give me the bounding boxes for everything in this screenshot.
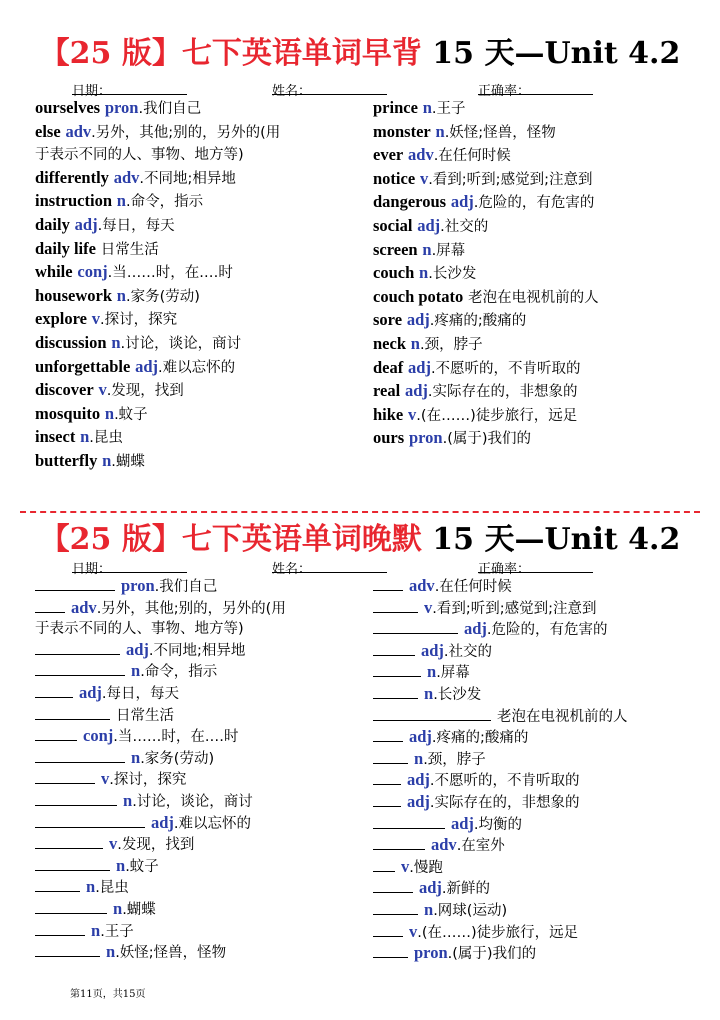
answer-blank[interactable] xyxy=(373,878,413,893)
dictation-row xyxy=(373,835,703,857)
answer-blank[interactable] xyxy=(35,877,80,892)
part-of-speech: conj xyxy=(77,262,108,282)
morning-right-column xyxy=(373,97,703,451)
evening-left-column xyxy=(35,576,355,964)
vocab-row xyxy=(373,168,703,192)
dictation-row xyxy=(35,640,355,662)
name-line[interactable] xyxy=(272,80,387,95)
dictation-row xyxy=(373,684,703,706)
dictation-row xyxy=(35,598,355,620)
dictation-row xyxy=(35,942,355,964)
dictation-row xyxy=(373,749,703,771)
vocab-word: instruction xyxy=(35,191,113,211)
vocab-word: dangerous xyxy=(373,192,447,212)
vocab-row xyxy=(35,308,355,332)
dictation-row xyxy=(373,619,703,641)
answer-blank[interactable] xyxy=(373,835,425,850)
dictation-row xyxy=(35,877,355,899)
vocab-meaning: .家务(劳动) xyxy=(140,750,215,767)
part-of-speech: adj xyxy=(151,812,174,832)
vocab-meaning: .在任何时候 xyxy=(434,579,512,595)
vocab-row xyxy=(373,121,703,145)
answer-blank[interactable] xyxy=(35,769,95,784)
vocab-word: mosquito xyxy=(35,403,101,423)
answer-blank[interactable] xyxy=(373,598,418,613)
answer-blank[interactable] xyxy=(373,684,418,699)
vocab-word: couch xyxy=(373,263,415,283)
part-of-speech: adj xyxy=(408,357,431,377)
answer-blank[interactable] xyxy=(35,598,65,613)
part-of-speech: n xyxy=(424,899,434,919)
accuracy-label: 正确率： xyxy=(478,562,531,577)
vocab-meaning: .危险的，有危害的 xyxy=(473,195,595,212)
dictation-row xyxy=(373,792,703,814)
vocab-meaning: .颈，脖子 xyxy=(419,336,483,353)
vocab-word: ourselves xyxy=(35,98,101,117)
dictation-row xyxy=(373,814,703,836)
vocab-meaning: .我们自己 xyxy=(154,579,218,595)
accuracy-line[interactable] xyxy=(478,80,593,95)
vocab-row xyxy=(35,261,355,285)
part-of-speech: pron xyxy=(121,576,155,595)
name-label: 姓名： xyxy=(272,84,312,99)
part-of-speech: pron xyxy=(408,428,443,448)
vocab-word: sore xyxy=(373,310,403,330)
vocab-meaning: .长沙发 xyxy=(433,686,482,703)
vocab-row xyxy=(373,309,703,333)
answer-blank[interactable] xyxy=(35,921,85,936)
vocab-meaning: .昆虫 xyxy=(89,430,123,447)
answer-blank[interactable] xyxy=(35,942,100,957)
answer-blank[interactable] xyxy=(373,770,401,785)
part-of-speech: n xyxy=(427,662,437,682)
vocab-meaning: .在室外 xyxy=(456,838,505,855)
part-of-speech: adv xyxy=(408,145,434,165)
part-of-speech: n xyxy=(91,920,101,940)
name-label: 姓名： xyxy=(272,562,312,577)
vocab-word: couch potato xyxy=(373,286,464,306)
part-of-speech: n xyxy=(435,121,445,141)
vocab-meaning: 老泡在电视机前的人 xyxy=(497,708,628,725)
part-of-speech: adj xyxy=(451,813,474,833)
part-of-speech: n xyxy=(111,332,121,352)
part-of-speech: adv xyxy=(113,167,140,187)
part-of-speech: v xyxy=(109,834,118,854)
dictation-row xyxy=(35,748,355,770)
morning-title xyxy=(0,28,720,72)
vocab-word: ours xyxy=(373,428,405,448)
answer-blank[interactable] xyxy=(35,661,125,676)
dictation-row xyxy=(373,598,703,620)
answer-blank[interactable] xyxy=(35,640,120,655)
vocab-meaning: .王子 xyxy=(100,923,134,940)
dictation-row xyxy=(373,878,703,900)
answer-blank[interactable] xyxy=(35,813,145,828)
vocab-meaning: .均衡的 xyxy=(473,816,523,833)
vocab-row xyxy=(373,215,703,239)
vocab-word: social xyxy=(373,215,413,235)
answer-blank[interactable] xyxy=(35,899,107,914)
vocab-meaning: .网球(运动) xyxy=(433,902,508,919)
vocab-meaning: .发现，找到 xyxy=(117,837,195,854)
part-of-speech: n xyxy=(116,191,126,211)
dictation-row xyxy=(35,661,355,683)
vocab-word: prince xyxy=(373,98,418,117)
vocab-meaning: 老泡在电视机前的人 xyxy=(468,289,599,306)
vocab-meaning: .妖怪;怪兽，怪物 xyxy=(115,945,227,962)
answer-blank[interactable] xyxy=(35,834,103,849)
part-of-speech: adv xyxy=(431,835,457,855)
part-of-speech: n xyxy=(116,855,126,875)
vocab-word: ever xyxy=(373,145,404,165)
answer-blank[interactable] xyxy=(373,857,395,872)
answer-blank[interactable] xyxy=(373,814,445,829)
vocab-meaning: .社交的 xyxy=(440,218,489,235)
vocab-meaning: .当……时，在.…时 xyxy=(113,729,239,746)
part-of-speech: adj xyxy=(407,791,430,811)
vocab-meaning: 于表示不同的人、事物、地方等) xyxy=(35,621,244,638)
accuracy-label: 正确率： xyxy=(478,84,531,99)
answer-blank[interactable] xyxy=(373,792,401,807)
dictation-row xyxy=(35,705,355,727)
vocab-meaning: .家务(劳动) xyxy=(125,288,200,305)
vocab-row xyxy=(35,356,355,380)
part-of-speech: pron xyxy=(104,98,139,117)
part-of-speech: n xyxy=(86,877,96,897)
vocab-word: butterfly xyxy=(35,450,98,470)
vocab-row xyxy=(373,262,703,286)
vocab-meaning: .讨论，谈论，商讨 xyxy=(120,335,242,352)
title-suffix: 15 天—Unit 4.2 xyxy=(421,36,681,71)
vocab-word: else xyxy=(35,121,61,141)
evening-right-column xyxy=(373,576,703,965)
vocab-meaning: .(在……)徒步旅行，远足 xyxy=(417,924,579,941)
dictation-row xyxy=(35,899,355,921)
part-of-speech: adj xyxy=(135,356,159,376)
part-of-speech: adv xyxy=(409,576,435,595)
part-of-speech: n xyxy=(419,263,429,283)
part-of-speech: adj xyxy=(409,727,432,747)
dictation-row xyxy=(373,943,703,965)
answer-blank[interactable] xyxy=(35,856,110,871)
vocab-row xyxy=(35,214,355,238)
vocab-meaning: .难以忘怀的 xyxy=(158,359,236,376)
vocab-meaning: .蝴蝶 xyxy=(122,901,156,918)
part-of-speech: n xyxy=(104,403,115,423)
vocab-meaning: .(在……)徒步旅行，远足 xyxy=(416,407,578,424)
vocab-meaning: .长沙发 xyxy=(428,266,477,283)
vocab-row xyxy=(373,144,703,168)
answer-blank[interactable] xyxy=(373,641,415,656)
answer-blank[interactable] xyxy=(373,576,403,591)
vocab-row xyxy=(373,333,703,357)
vocab-row xyxy=(35,144,355,167)
vocab-word: discover xyxy=(35,380,94,400)
vocab-meaning: .新鲜的 xyxy=(441,881,491,898)
part-of-speech: v xyxy=(401,856,410,876)
answer-blank[interactable] xyxy=(35,705,110,720)
dictation-row xyxy=(35,619,355,640)
vocab-meaning: .看到;听到;感觉到;注意到 xyxy=(432,600,597,617)
vocab-meaning: .另外，其他;别的，另外的(用 xyxy=(91,124,281,141)
part-of-speech: v xyxy=(91,309,100,329)
title-highlight: 早背 xyxy=(361,36,422,71)
evening-title xyxy=(0,514,720,558)
vocab-row xyxy=(373,191,703,215)
vocab-meaning: .昆虫 xyxy=(95,880,129,897)
vocab-row xyxy=(373,286,703,310)
part-of-speech: n xyxy=(113,898,123,918)
answer-blank[interactable] xyxy=(373,619,458,634)
vocab-meaning: .另外，其他;别的，另外的(用 xyxy=(96,600,286,617)
vocab-meaning: .社交的 xyxy=(443,643,493,660)
vocab-meaning: 日常生活 xyxy=(100,241,159,258)
part-of-speech: v xyxy=(419,168,429,188)
answer-blank[interactable] xyxy=(373,900,418,915)
dictation-row xyxy=(373,900,703,922)
vocab-meaning: .探讨，探究 xyxy=(99,312,178,329)
vocab-word: insect xyxy=(35,427,76,447)
vocab-meaning: .疼痛的;酸痛的 xyxy=(431,730,529,747)
vocab-word: discussion xyxy=(35,332,107,352)
part-of-speech: adj xyxy=(79,682,102,702)
vocab-row xyxy=(373,380,703,404)
dictation-row xyxy=(35,576,355,598)
vocab-meaning: .屏幕 xyxy=(436,665,470,682)
dictation-row xyxy=(373,576,703,598)
vocab-meaning: .颈，脖子 xyxy=(423,751,486,768)
vocab-meaning: .危险的，有危害的 xyxy=(486,622,608,639)
vocab-meaning: 于表示不同的人、事物、地方等) xyxy=(35,147,244,164)
vocab-row xyxy=(373,239,703,263)
part-of-speech: n xyxy=(422,98,432,117)
dictation-row xyxy=(373,641,703,663)
answer-blank[interactable] xyxy=(373,662,421,677)
part-of-speech: adj xyxy=(450,192,474,212)
dictation-row xyxy=(373,770,703,792)
part-of-speech: v xyxy=(409,921,418,941)
dictation-row xyxy=(35,856,355,878)
title-prefix: 【25 版】七下英语单词 xyxy=(39,36,362,71)
dictation-row xyxy=(35,769,355,791)
vocab-meaning: .发现，找到 xyxy=(106,383,184,400)
vocab-word: differently xyxy=(35,167,109,187)
part-of-speech: adj xyxy=(464,619,487,639)
vocab-row xyxy=(373,97,703,121)
part-of-speech: adj xyxy=(407,770,430,790)
part-of-speech: n xyxy=(410,333,420,353)
page-footer: 第11页，共15页 xyxy=(70,989,146,1000)
answer-blank[interactable] xyxy=(35,576,115,591)
vocab-row xyxy=(35,97,355,121)
part-of-speech: n xyxy=(414,748,424,768)
vocab-word: hike xyxy=(373,404,404,424)
vocab-row xyxy=(35,379,355,403)
vocab-meaning: .当……时，在.…时 xyxy=(107,265,233,282)
part-of-speech: adj xyxy=(421,640,444,660)
part-of-speech: n xyxy=(131,661,141,681)
part-of-speech: n xyxy=(131,747,141,767)
answer-blank[interactable] xyxy=(373,943,408,958)
vocab-meaning: .妖怪;怪兽，怪物 xyxy=(444,124,556,141)
part-of-speech: adj xyxy=(419,878,442,898)
part-of-speech: adj xyxy=(404,381,428,401)
date-label: 日期： xyxy=(72,562,112,577)
dictation-row xyxy=(373,922,703,944)
vocab-word: explore xyxy=(35,309,87,329)
vocab-row xyxy=(35,121,355,145)
name-line[interactable] xyxy=(272,558,387,573)
vocab-meaning: .我们自己 xyxy=(138,101,202,117)
vocab-word: screen xyxy=(373,239,418,259)
vocab-row xyxy=(373,427,703,451)
part-of-speech: v xyxy=(98,380,107,400)
answer-blank[interactable] xyxy=(35,791,117,806)
vocab-meaning: .讨论，谈论，商讨 xyxy=(132,793,253,810)
vocab-meaning: .实际存在的，非想象的 xyxy=(429,794,580,811)
part-of-speech: n xyxy=(422,239,432,259)
vocab-word: monster xyxy=(373,121,431,141)
part-of-speech: v xyxy=(101,769,110,789)
part-of-speech: adj xyxy=(74,214,98,234)
date-label: 日期： xyxy=(72,84,112,99)
dictation-row xyxy=(373,857,703,879)
vocab-meaning: .疼痛的;酸痛的 xyxy=(429,313,527,330)
vocab-word: deaf xyxy=(373,357,404,377)
part-of-speech: adv xyxy=(65,121,92,141)
vocab-meaning: .每日，每天 xyxy=(101,685,180,702)
part-of-speech: n xyxy=(80,427,90,447)
vocab-row xyxy=(35,167,355,191)
part-of-speech: adv xyxy=(71,597,97,617)
vocab-word: daily life xyxy=(35,238,96,258)
vocab-meaning: .慢跑 xyxy=(409,859,443,876)
date-line[interactable] xyxy=(72,558,187,573)
vocab-meaning: .命令，指示 xyxy=(125,194,204,211)
vocab-row xyxy=(35,238,355,262)
vocab-meaning: .(属于)我们的 xyxy=(442,431,532,448)
vocab-row xyxy=(35,285,355,309)
vocab-meaning: .难以忘怀的 xyxy=(173,815,252,832)
part-of-speech: n xyxy=(424,683,434,703)
answer-blank[interactable] xyxy=(35,726,77,741)
answer-blank[interactable] xyxy=(373,922,403,937)
part-of-speech: n xyxy=(102,450,112,470)
vocab-word: neck xyxy=(373,333,406,353)
dictation-row xyxy=(35,921,355,943)
vocab-meaning: .蚊子 xyxy=(125,858,159,875)
section-divider xyxy=(20,511,700,513)
title-suffix: 15 天—Unit 4.2 xyxy=(421,522,681,557)
part-of-speech: adj xyxy=(126,639,149,659)
part-of-speech: v xyxy=(424,597,433,617)
vocab-meaning: .在任何时候 xyxy=(433,148,511,165)
vocab-row xyxy=(35,403,355,427)
dictation-row xyxy=(373,662,703,684)
vocab-meaning: .每日，每天 xyxy=(97,217,175,234)
part-of-speech: n xyxy=(116,285,126,305)
vocab-meaning: .探讨，探究 xyxy=(109,772,187,789)
dictation-row xyxy=(35,813,355,835)
dictation-row xyxy=(35,726,355,748)
answer-blank[interactable] xyxy=(373,749,408,764)
vocab-row xyxy=(35,190,355,214)
vocab-meaning: .不愿听的，不肯听取的 xyxy=(430,360,581,377)
dictation-row xyxy=(373,727,703,749)
morning-left-column xyxy=(35,97,355,474)
vocab-row xyxy=(35,332,355,356)
part-of-speech: v xyxy=(408,404,417,424)
vocab-word: real xyxy=(373,381,401,401)
dictation-row xyxy=(35,683,355,705)
vocab-word: daily xyxy=(35,214,70,234)
answer-blank[interactable] xyxy=(35,748,125,763)
vocab-word: housework xyxy=(35,285,113,305)
date-line[interactable] xyxy=(72,80,187,95)
vocab-word: while xyxy=(35,262,73,282)
accuracy-line[interactable] xyxy=(478,558,593,573)
answer-blank[interactable] xyxy=(35,683,73,698)
dictation-row xyxy=(35,791,355,813)
part-of-speech: n xyxy=(106,942,116,962)
part-of-speech: adj xyxy=(406,310,430,330)
vocab-word: notice xyxy=(373,168,416,188)
part-of-speech: conj xyxy=(83,726,114,746)
answer-blank[interactable] xyxy=(373,727,403,742)
vocab-meaning: .(属于)我们的 xyxy=(447,946,537,963)
vocab-meaning: .实际存在的，非想象的 xyxy=(427,384,578,401)
vocab-meaning: .蝴蝶 xyxy=(111,453,145,470)
title-prefix: 【25 版】七下英语单词 xyxy=(39,522,362,557)
dictation-row xyxy=(373,706,703,728)
dictation-row xyxy=(35,834,355,856)
vocab-meaning: .命令，指示 xyxy=(140,664,218,681)
vocab-row xyxy=(373,357,703,381)
vocab-row xyxy=(373,404,703,428)
vocab-row xyxy=(35,450,355,474)
vocab-meaning: .屏幕 xyxy=(431,242,466,259)
vocab-row xyxy=(35,426,355,450)
part-of-speech: n xyxy=(123,790,133,810)
part-of-speech: adj xyxy=(417,215,441,235)
vocab-meaning: .不愿听的，不肯听取的 xyxy=(429,773,580,790)
part-of-speech: pron xyxy=(414,943,448,963)
vocab-word: unforgettable xyxy=(35,356,131,376)
vocab-meaning: .蚊子 xyxy=(114,406,148,423)
vocab-meaning: .王子 xyxy=(431,101,466,117)
vocab-meaning: .看到;听到;感觉到;注意到 xyxy=(428,171,593,188)
vocab-meaning: 日常生活 xyxy=(116,707,174,724)
answer-blank[interactable] xyxy=(373,706,491,721)
vocab-meaning: .不同地;相异地 xyxy=(139,170,236,187)
vocab-meaning: .不同地;相异地 xyxy=(148,642,246,659)
title-highlight: 晚默 xyxy=(361,522,422,557)
